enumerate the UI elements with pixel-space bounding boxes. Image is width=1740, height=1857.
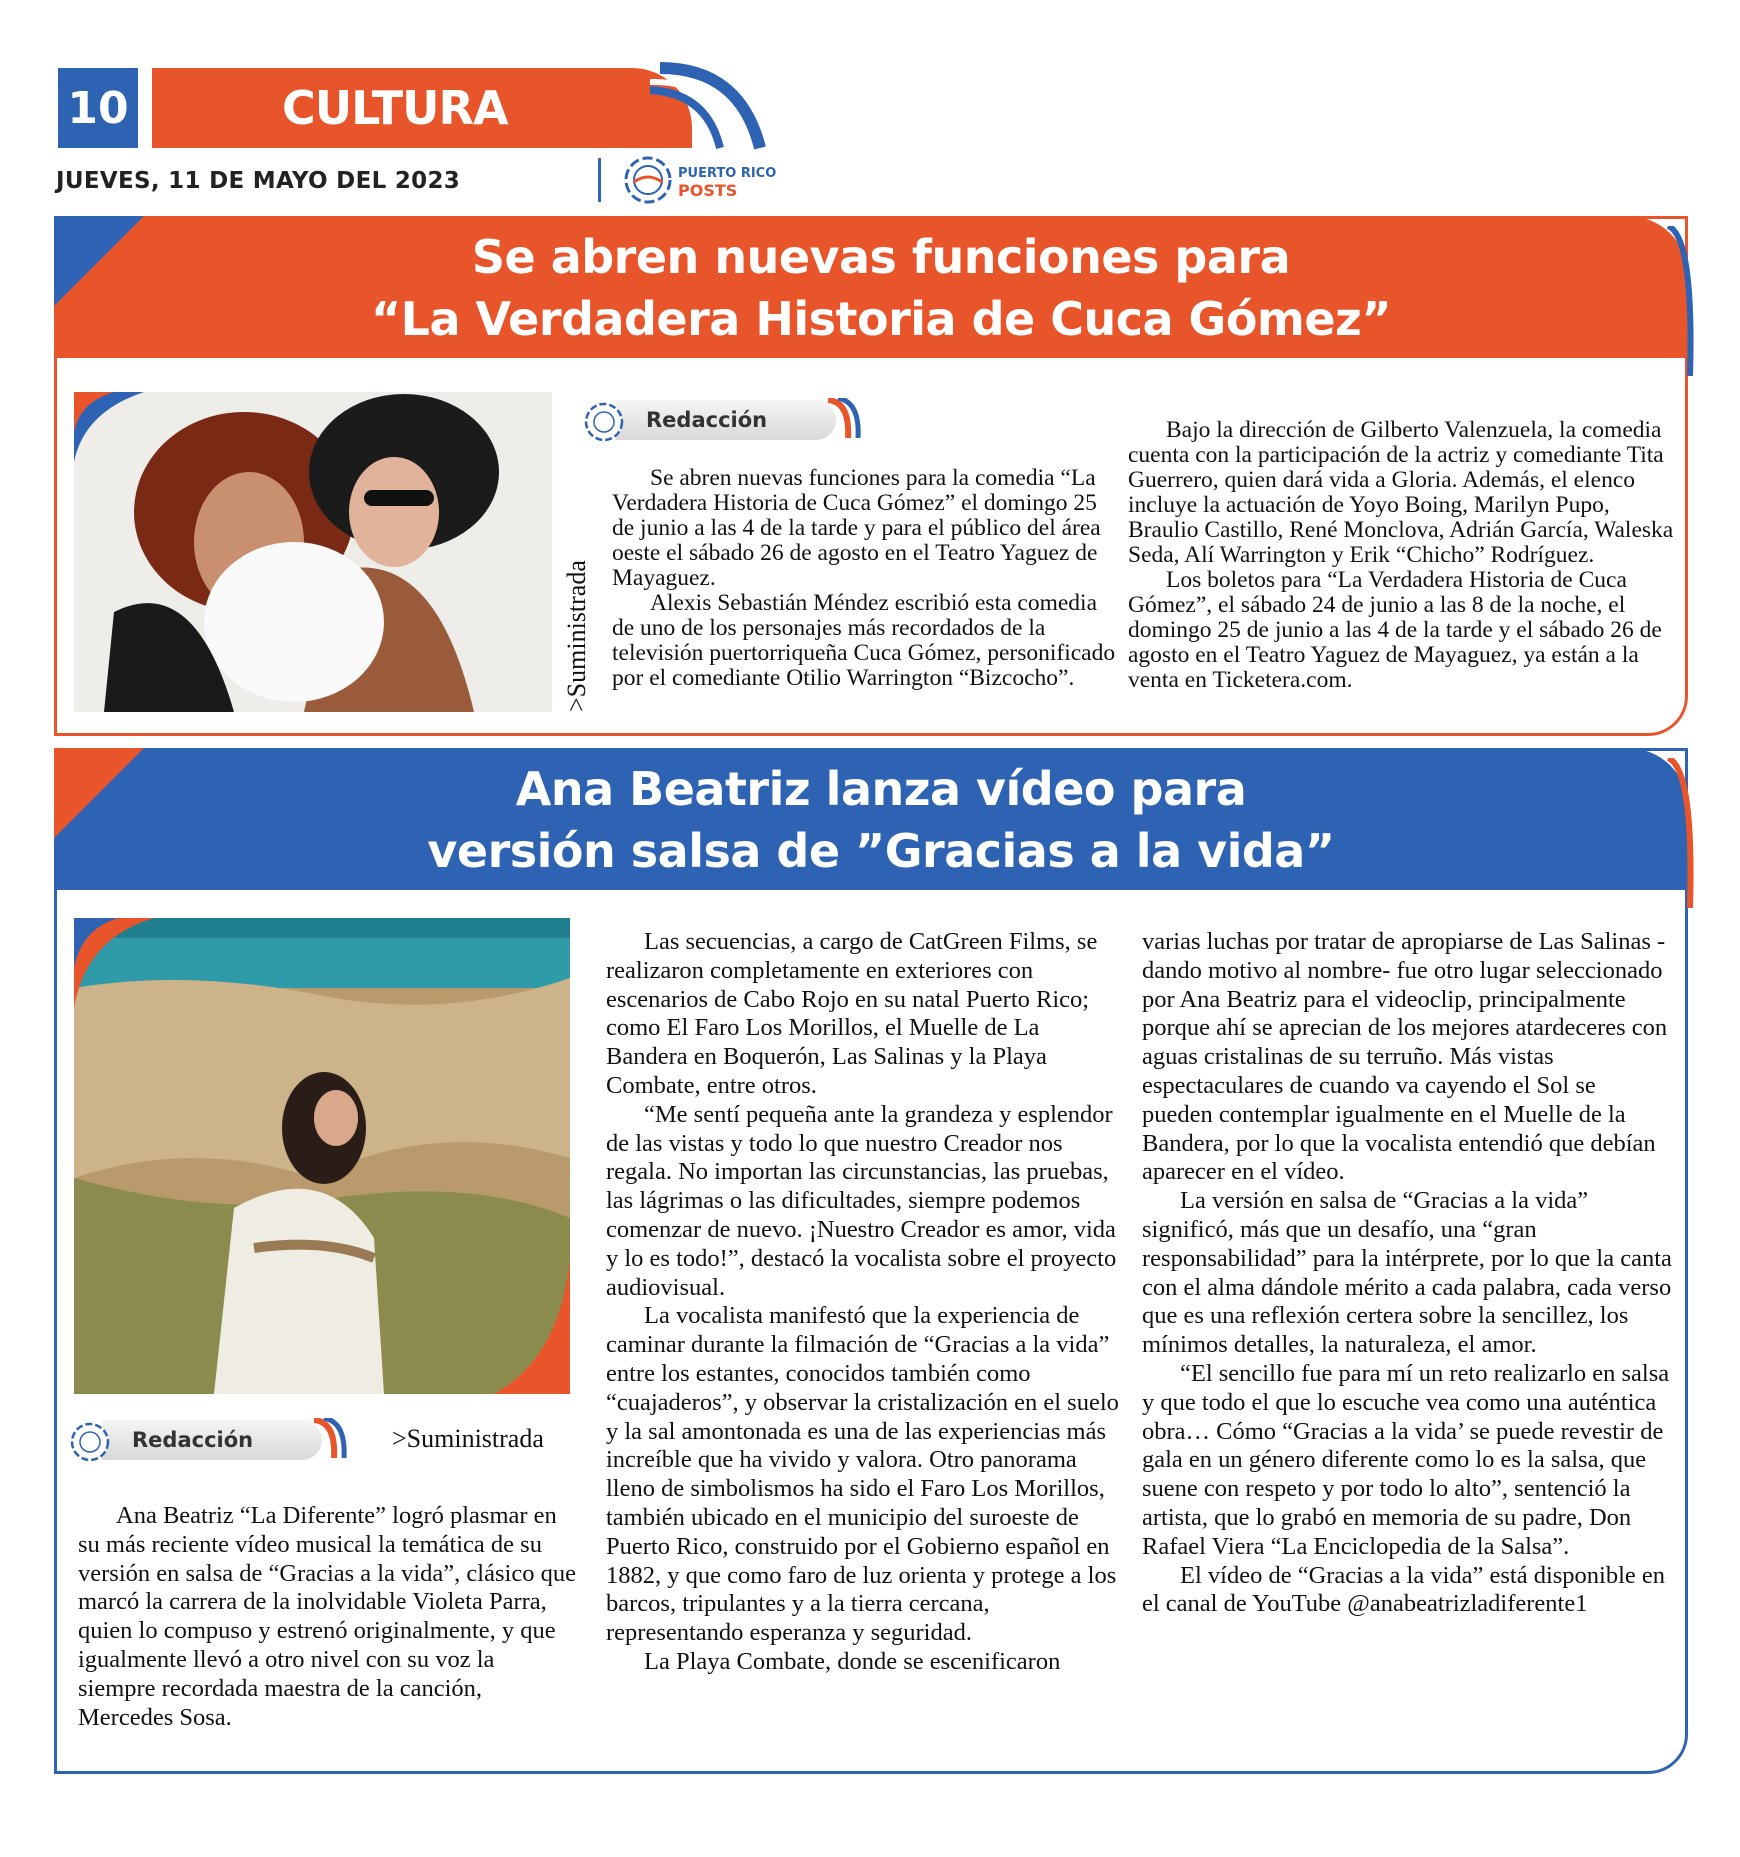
article2-col3-paragraph: varias luchas por tratar de apropiarse de Las Salinas -dando motivo al nombre- fue otro lugar seleccionado por Ana Beatriz para el videoclip, principalmente porque ahí se aprecian de los mejores atardeceres con aguas cristalinas de su terruño. Más vistas espectaculares de cuando va cayendo el Sol se pueden contemplar igualmente en el Muelle de la Bandera, por lo que la vocalista entendió que debían aparecer en el vídeo. <box>1142 928 1668 1186</box>
article2-photo <box>74 918 570 1394</box>
article1-headline-line2: “La Verdadera Historia de Cuca Gómez” <box>370 292 1392 346</box>
page-number: 10 <box>58 68 138 148</box>
logo-text-bottom: POSTS <box>678 181 738 200</box>
header-swoosh-decoration <box>650 60 780 156</box>
byline-pill-accent <box>310 1418 350 1466</box>
article2-col3-paragraph: “El sencillo fue para mí un reto realizarlo en salsa y que todo el que lo escuche vea como una auténtica obra… Cómo “Gracias a la vida’ se puede revestir de gala en un género diferente como lo es la salsa, que suene con respeto y por todo lo alto”, sentenció la artista, que lo grabó en memoria de su padre, Don Rafael Viera “La Enciclopedia de la Salsa”. <box>1142 1359 1670 1560</box>
banner-edge-accent <box>1660 226 1700 376</box>
article2-col2-paragraph: La vocalista manifestó que la experiencia de caminar durante la filmación de “Gracias a la vida” entre los estantes, conocidos también como “cuajaderos”, y observar la cristalización en el suelo y la sal amontonada es una de las experiencias más increíble que ha vivido y valora. Otro panorama lleno de simbolismos ha sido el Faro Los Morillos, también ubicado en el municipio del suroeste de Puerto Rico, construido por el Gobierno español en 1882, y que como faro de luz orienta y protege a los barcos, tripulantes y a la tierra cercana, representando esperanza y seguridad. <box>606 1302 1119 1647</box>
section-title: CULTURA <box>152 68 692 148</box>
logo-text-top: PUERTO RICO <box>678 166 777 181</box>
article2-col3-paragraph: El vídeo de “Gracias a la vida” está disponible en el canal de YouTube @anabeatrizladiferente1 <box>1142 1561 1666 1618</box>
article2-col2-paragraph: La Playa Combate, donde se escenificaron <box>644 1647 1061 1675</box>
article2-col3-paragraph: La versión en salsa de “Gracias a la vida” significó, más que un desafío, una “gran responsabilidad” para la intérprete, por lo que la canta con el alma dándole mérito a cada palabra, cada verso que es una reflexión certera sobre la sencillez, los mínimos detalles, la naturaleza, el amor. <box>1142 1187 1672 1359</box>
article2-col2-paragraph: “Me sentí pequeña ante la grandeza y esplendor de las vistas y todo lo que nuestro Creador nos regala. No importan las circunstancias, las pruebas, las lágrimas o las dificultades, siempre podemos comenzar de nuevo. ¡Nuestro Creador es amor, vida y lo es todo!”, destacó la vocalista sobre el proyecto audiovisual. <box>606 1100 1117 1301</box>
byline-pill: Redacción <box>616 400 836 440</box>
photo-woman-on-cliff-by-sea <box>74 918 570 1394</box>
article1-column-1 <box>612 466 1118 691</box>
banner-edge-accent <box>1660 758 1700 908</box>
article2-column-3 <box>1142 928 1672 1619</box>
article1-photo <box>74 392 552 712</box>
article2-headline-line2: versión salsa de ”Gracias a la vida” <box>427 824 1335 878</box>
article1-col1-paragraph: Alexis Sebastián Méndez escribió esta comedia de uno de los personajes más recordados de la televisión puertorriqueña Cuca Gómez, personificado por el comediante Otilio Warrington “Bizcocho”. <box>612 590 1116 691</box>
article1-headline-banner <box>54 216 1688 358</box>
article1-col2-paragraph: Bajo la dirección de Gilberto Valenzuela, la comedia cuenta con la participación de la actriz y comediante Tita Guerrero, quien dará vida a Gloria. Además, el elenco incluye la actuación de Yoyo Boing, Marilyn Pupo, Braulio Castillo, René Monclova, Adrián García, Waleska Seda, Alí Warrington y Erik “Chicho” Rodríguez. <box>1128 417 1674 568</box>
byline-pill: Redacción <box>102 1420 322 1460</box>
article2-column-2 <box>606 928 1122 1677</box>
article2-col2-paragraph: Las secuencias, a cargo de CatGreen Films, se realizaron completamente en exteriores con escenarios de Cabo Rojo en su natal Puerto Rico; como El Faro Los Morillos, el Muelle de La Bandera en Boquerón, Las Salinas y la Playa Combate, entre otros. <box>606 928 1098 1099</box>
article2-headline-line1: Ana Beatriz lanza vídeo para <box>515 762 1247 816</box>
article2-headline-banner <box>54 748 1688 890</box>
article1-col2-paragraph: Los boletos para “La Verdadera Historia de Cuca Gómez”, el sábado 24 de junio a las 8 de la noche, el domingo 25 de junio a las 4 de la tarde y el sábado 26 de agosto en el Teatro Yaguez de Mayaguez, ya están a la venta en Ticketera.com. <box>1128 567 1662 693</box>
article1-headline-line1: Se abren nuevas funciones para <box>471 230 1291 284</box>
banner-corner-accent <box>54 216 144 306</box>
banner-corner-accent <box>54 748 144 838</box>
logo-divider <box>598 158 601 202</box>
article1-column-2 <box>1128 418 1676 693</box>
byline-globe-icon <box>584 402 624 442</box>
article1-photo-credit: >Suministrada <box>562 560 591 712</box>
article2-column-1 <box>78 1502 578 1732</box>
article2-photo-credit: >Suministrada <box>392 1424 544 1453</box>
puerto-rico-posts-logo <box>620 152 780 208</box>
article1-col1-paragraph: Se abren nuevas funciones para la comedia “La Verdadera Historia de Cuca Gómez” el domingo 25 de junio a las 4 de la tarde y para el público del área oeste el sábado 26 de agosto en el Teatro Yaguez de Mayaguez. <box>612 465 1101 591</box>
photo-two-women-embracing <box>74 392 552 712</box>
byline-globe-icon <box>70 1422 110 1462</box>
article2-col1-paragraph: Ana Beatriz “La Diferente” logró plasmar en su más reciente vídeo musical la temática de su versión en salsa de “Gracias a la vida”, clásico que marcó la carrera de la inolvidable Violeta Parra, quien lo compuso y estrenó originalmente, y que igualmente llevó a otro nivel con su voz la siempre recordada maestra de la canción, Mercedes Sosa. <box>78 1502 576 1731</box>
publication-date: JUEVES, 11 DE MAYO DEL 2023 <box>56 168 461 194</box>
byline-pill-accent <box>824 398 864 446</box>
logo-globe-icon <box>620 152 676 208</box>
